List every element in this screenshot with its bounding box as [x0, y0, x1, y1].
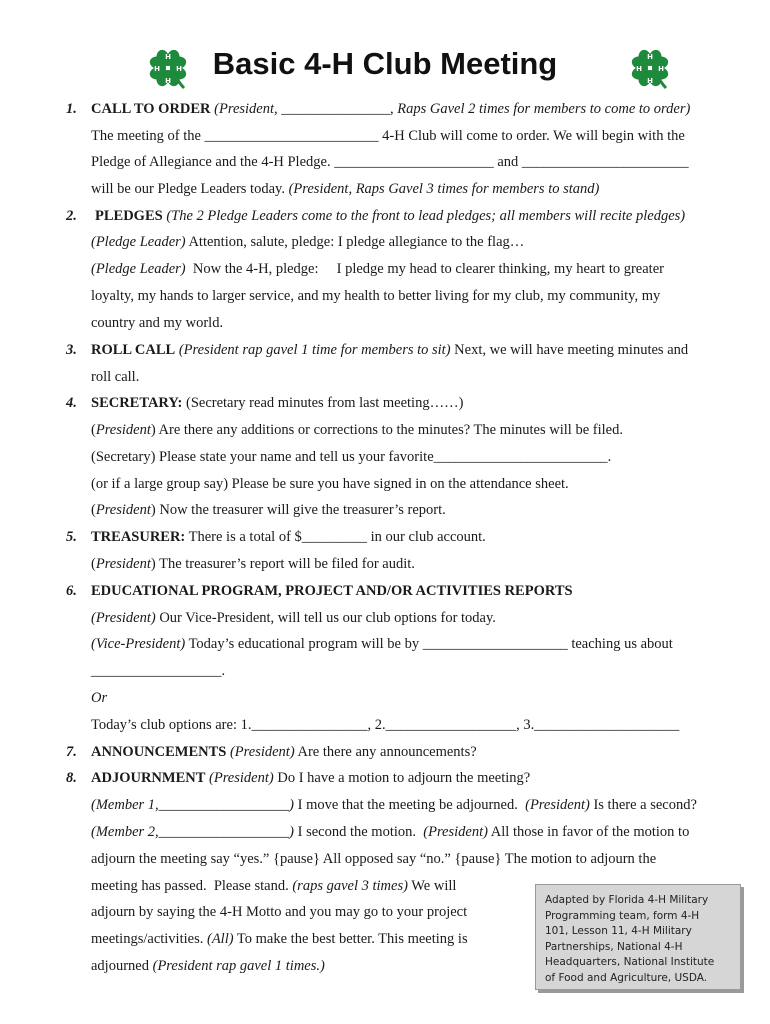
speaker-role: (President) — [525, 797, 590, 813]
item-number-6: 6. — [66, 583, 77, 599]
speaker-role: President — [95, 556, 151, 572]
script-line — [91, 796, 697, 814]
stage-direction: (President, Raps Gavel 3 times for members to stand) — [288, 181, 600, 197]
script-line: adjourn by saying the 4-H Motto and you may go to your project — [91, 904, 468, 920]
script-line — [91, 609, 496, 627]
speaker-role: (Member 2,__________________) — [91, 824, 294, 840]
script-text: adjourned — [91, 958, 153, 974]
attribution-note: Adapted by Florida 4-H Military Programming team, form 4-H 101, Lesson 11, 4-H Military Partnerships, National 4-H Headquarters, National Institute of Food and Agriculture, USDA. — [535, 884, 741, 990]
script-line — [91, 635, 673, 653]
stage-direction: (raps gavel 3 times) — [292, 878, 408, 894]
page-header — [0, 38, 770, 98]
script-text: will be our Pledge Leaders today. — [91, 181, 289, 197]
script-line — [91, 260, 664, 278]
paren: ( — [91, 422, 96, 438]
or-separator — [91, 689, 107, 707]
script-text: ) Are there any additions or corrections to the minutes? The minutes will be filed. — [150, 422, 623, 438]
item-number-8: 8. — [66, 770, 77, 786]
script-line — [91, 180, 599, 198]
section-heading: PLEDGES — [95, 208, 163, 224]
script-text: Do I have a motion to adjourn the meeting? — [273, 770, 531, 786]
item-number-2: 2. — [66, 208, 77, 224]
svg-text:H: H — [636, 65, 642, 73]
script-line — [91, 823, 689, 841]
section-heading: EDUCATIONAL PROGRAM, PROJECT AND/OR ACTIVITIES REPORTS — [91, 583, 573, 599]
paren: ( — [91, 502, 96, 518]
script-text: meetings/activities. — [91, 931, 207, 947]
svg-text:H: H — [165, 53, 171, 61]
section-treasurer — [91, 528, 486, 546]
four-h-clover-logo-right — [626, 44, 674, 92]
item-number-5: 5. — [66, 529, 77, 545]
script-text: (Secretary read minutes from last meeting……) — [182, 395, 464, 411]
script-line — [91, 555, 415, 573]
stage-direction: (President rap gavel 1 times.) — [152, 958, 325, 974]
paren: ( — [91, 556, 96, 572]
script-line: roll call. — [91, 369, 140, 385]
script-text: ) Now the treasurer will give the treasurer’s report. — [150, 502, 446, 518]
section-call-to-order — [91, 100, 690, 118]
section-heading: CALL TO ORDER — [91, 101, 211, 117]
speaker-role: (All) — [206, 931, 234, 947]
speaker-role: (President) — [226, 744, 295, 760]
script-text: We will — [407, 878, 457, 894]
script-text: Is there a second? — [589, 797, 697, 813]
svg-text:H: H — [154, 65, 160, 73]
svg-text:H: H — [176, 65, 182, 73]
page-title: Basic 4-H Club Meeting — [212, 46, 558, 81]
script-line — [91, 233, 524, 251]
speaker-role: (President) — [205, 770, 274, 786]
script-line — [91, 930, 468, 948]
script-text: ) The treasurer’s report will be filed for audit. — [150, 556, 415, 572]
script-text: I move that the meeting be adjourned. — [293, 797, 526, 813]
script-line — [91, 421, 623, 439]
script-text: Are there any announcements? — [294, 744, 477, 760]
section-educational-program — [91, 582, 573, 600]
script-line: Pledge of Allegiance and the 4-H Pledge. ______________________ and _______________________ — [91, 154, 689, 170]
speaker-role: (Pledge Leader) — [91, 261, 186, 277]
script-text: I second the motion. — [293, 824, 424, 840]
item-number-1: 1. — [66, 101, 77, 117]
script-text: There is a total of $_________ in our club account. — [185, 529, 486, 545]
script-line: The meeting of the ________________________ 4-H Club will come to order. We will begin with the — [91, 128, 685, 144]
section-announcements — [91, 743, 477, 761]
stage-direction: (President, _______________, Raps Gavel 2 times for members to come to order) — [214, 101, 691, 117]
script-line: __________________. — [91, 663, 226, 679]
stage-direction: (President rap gavel 1 time for members to sit) — [178, 342, 451, 358]
script-line: loyalty, my hands to larger service, and my health to better living for my club, my community, my — [91, 288, 661, 304]
script-line — [91, 501, 446, 519]
script-line: country and my world. — [91, 315, 224, 331]
speaker-role: President — [95, 502, 151, 518]
script-text: meeting has passed. Please stand. — [91, 878, 293, 894]
svg-text:H: H — [647, 77, 653, 85]
script-line: Today’s club options are: 1.________________, 2.__________________, 3.____________________ — [91, 717, 680, 733]
section-adjournment — [91, 769, 530, 787]
speaker-role: President — [95, 422, 151, 438]
item-number-4: 4. — [66, 395, 77, 411]
item-number-3: 3. — [66, 342, 77, 358]
speaker-role: (Pledge Leader) — [91, 234, 186, 250]
speaker-role: (President) — [91, 610, 156, 626]
item-number-7: 7. — [66, 744, 77, 760]
section-roll-call — [91, 341, 688, 359]
script-text: Next, we will have meeting minutes and — [450, 342, 689, 358]
speaker-role: (President) — [423, 824, 488, 840]
script-text: Our Vice-President, will tell us our club options for today. — [155, 610, 496, 626]
script-line — [91, 877, 456, 895]
script-line: (Secretary) Please state your name and tell us your favorite________________________. — [91, 449, 612, 465]
section-heading: TREASURER: — [91, 529, 186, 545]
section-heading: ADJOURNMENT — [91, 770, 206, 786]
script-text: All those in favor of the motion to — [487, 824, 690, 840]
script-text: Now the 4-H, pledge: I pledge my head to clearer thinking, my heart to greater — [185, 261, 664, 277]
or-text: Or — [91, 690, 108, 706]
script-line — [91, 957, 325, 975]
script-text: Attention, salute, pledge: I pledge allegiance to the flag… — [185, 234, 525, 250]
script-line: adjourn the meeting say “yes.” {pause} All opposed say “no.” {pause} The motion to adjourn the — [91, 851, 657, 867]
script-text: Today’s educational program will be by ____________________ teaching us about — [185, 636, 673, 652]
stage-direction: (The 2 Pledge Leaders come to the front to lead pledges; all members will recite pledges) — [166, 208, 686, 224]
section-heading: ROLL CALL — [91, 342, 176, 358]
section-secretary — [91, 394, 463, 412]
svg-text:H: H — [647, 53, 653, 61]
speaker-role: (Vice-President) — [91, 636, 186, 652]
speaker-role: (Member 1,__________________) — [91, 797, 294, 813]
script-line: (or if a large group say) Please be sure you have signed in on the attendance sheet. — [91, 476, 569, 492]
svg-text:H: H — [165, 77, 171, 85]
section-heading: SECRETARY: — [91, 395, 183, 411]
section-pledges — [95, 207, 685, 225]
svg-text:H: H — [658, 65, 664, 73]
script-text: To make the best better. This meeting is — [233, 931, 468, 947]
section-heading: ANNOUNCEMENTS — [91, 744, 227, 760]
